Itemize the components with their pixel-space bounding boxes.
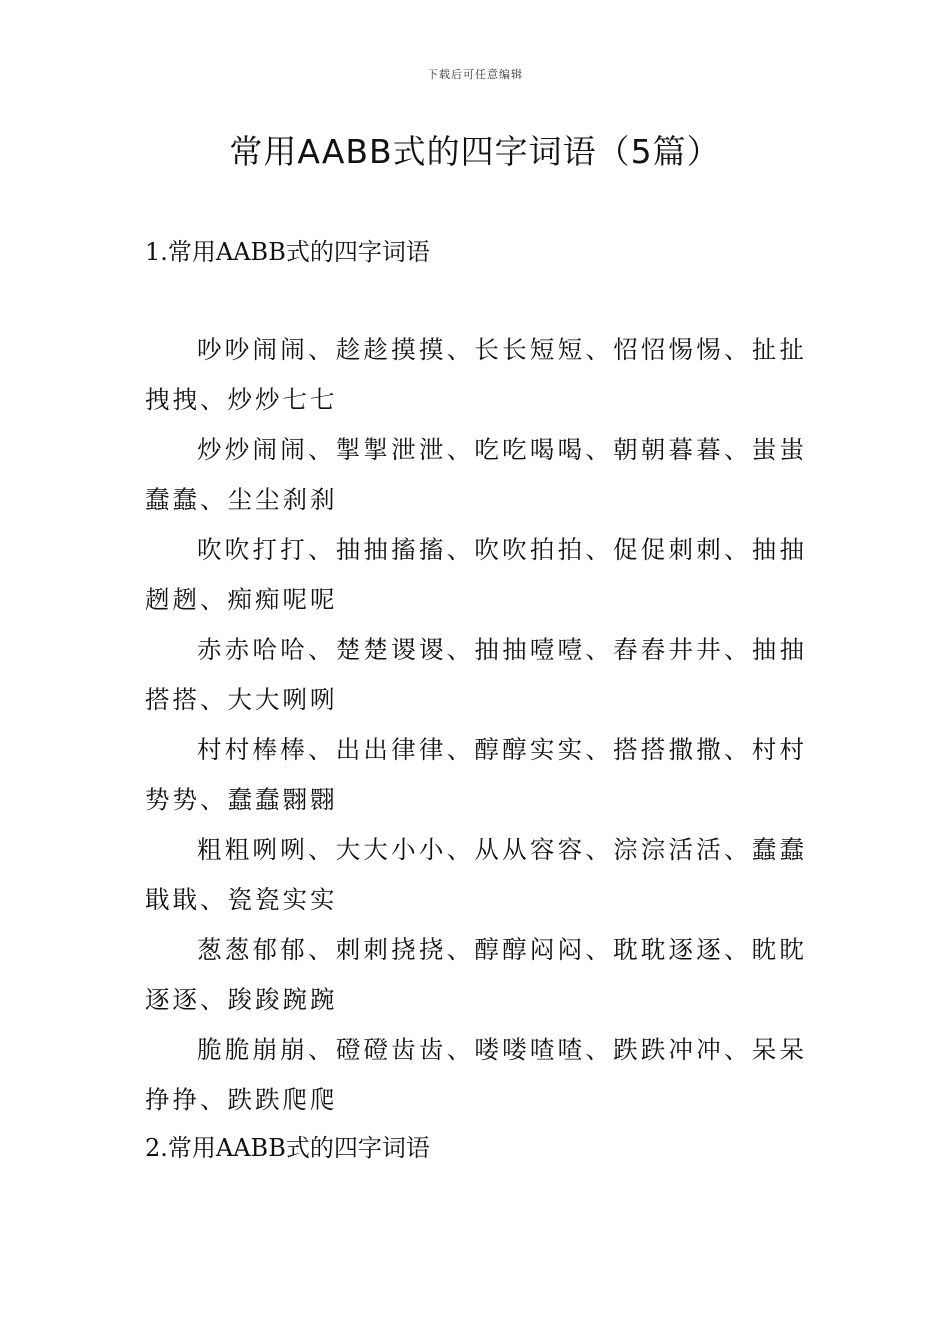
word-list: [145, 325, 807, 1125]
section-heading-2: 2.常用AABB式的四字词语: [145, 1134, 430, 1162]
word-paragraph: 吹吹打打、抽抽搐搐、吹吹拍拍、促促刺刺、抽抽趔趔、痴痴呢呢: [145, 535, 807, 614]
word-paragraph: 炒炒闹闹、掣掣泄泄、吃吃喝喝、朝朝暮暮、蚩蚩蠢蠢、尘尘刹刹: [145, 435, 807, 514]
section-heading-1: 1.常用AABB式的四字词语: [145, 238, 430, 266]
word-paragraph: 吵吵闹闹、趁趁摸摸、长长短短、怊怊惕惕、扯扯拽拽、炒炒七七: [145, 335, 807, 414]
header-note: 下载后可任意编辑: [427, 68, 523, 81]
word-paragraph: 脆脆崩崩、磴磴齿齿、喽喽喳喳、跌跌冲冲、呆呆挣挣、跌跌爬爬: [145, 1035, 807, 1114]
word-paragraph: 葱葱郁郁、刺刺挠挠、醇醇闷闷、耽耽逐逐、眈眈逐逐、踆踆踠踠: [145, 935, 807, 1014]
word-paragraph: 村村棒棒、出出律律、醇醇实实、搭搭撒撒、村村势势、蠢蠢翾翾: [145, 735, 807, 814]
document-title: 常用AABB式的四字词语（5篇）: [229, 132, 721, 171]
word-paragraph: 赤赤哈哈、楚楚谡谡、抽抽噎噎、舂舂井井、抽抽搭搭、大大咧咧: [145, 635, 807, 714]
word-paragraph: 粗粗咧咧、大大小小、从从容容、淙淙活活、蠢蠢戢戢、瓷瓷实实: [145, 835, 807, 914]
